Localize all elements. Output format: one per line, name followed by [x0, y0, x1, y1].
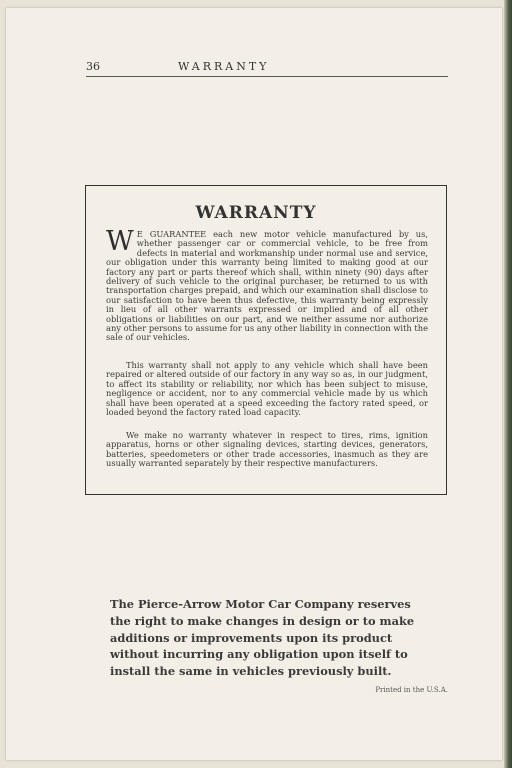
warranty-title: WARRANTY — [195, 203, 317, 223]
drop-cap: W — [106, 226, 134, 257]
warranty-paragraph-3: We make no warranty whatever in respect to tires, rims, ignition apparatus, horns or other signaling devices, starting devices, generators, batteries, speedometers or other trade accessories, inasmuch as they are usually warranted separately by their respective manufacturers. — [106, 430, 428, 469]
warranty-paragraph-2: This warranty shall not apply to any vehicle which shall have been repaired or altered outside of our factory in any way so as, in our judgment, to affect its stability or reliability, nor which has been subject to misuse, negligence or accident, nor to any commercial vehicle made by us which shall have been operated at a speed exceeding the factory rated speed, or loaded beyond the factory rated load capacity. — [106, 360, 428, 418]
running-head: WARRANTY — [178, 60, 270, 73]
book-spine — [504, 0, 512, 768]
page-header — [86, 60, 448, 77]
reservation-notice: The Pierce-Arrow Motor Car Company reserves the right to make changes in design or to make additions or improvements upon its product without incurring any obligation upon itself to install the same in vehicles previously built. — [110, 597, 415, 679]
warranty-paragraph-1 — [106, 226, 428, 343]
page-number: 36 — [86, 60, 100, 73]
warranty-paragraph-1-text: E GUARANTEE each new motor vehicle manufactured by us, whether passenger car or commercial vehicle, to be free from defects in material and workmanship under normal use and service, our obligation under this warranty being limited to making good at our factory any part or parts thereof which shall, within ninety (90) days after delivery of such vehicle to the original purchaser, be returned to us with transportation charges prepaid, and which our examination shall disclose to our satisfaction to have been thus defective, this warranty being expressly in lieu of all other warrants expressed or implied and of all other obligations or liabilities on our part, and we neither assume nor authorize any other persons to assume for us any other liability in connection with the sale of our vehicles. — [106, 229, 428, 343]
printed-in-note: Printed in the U.S.A. — [375, 686, 448, 694]
